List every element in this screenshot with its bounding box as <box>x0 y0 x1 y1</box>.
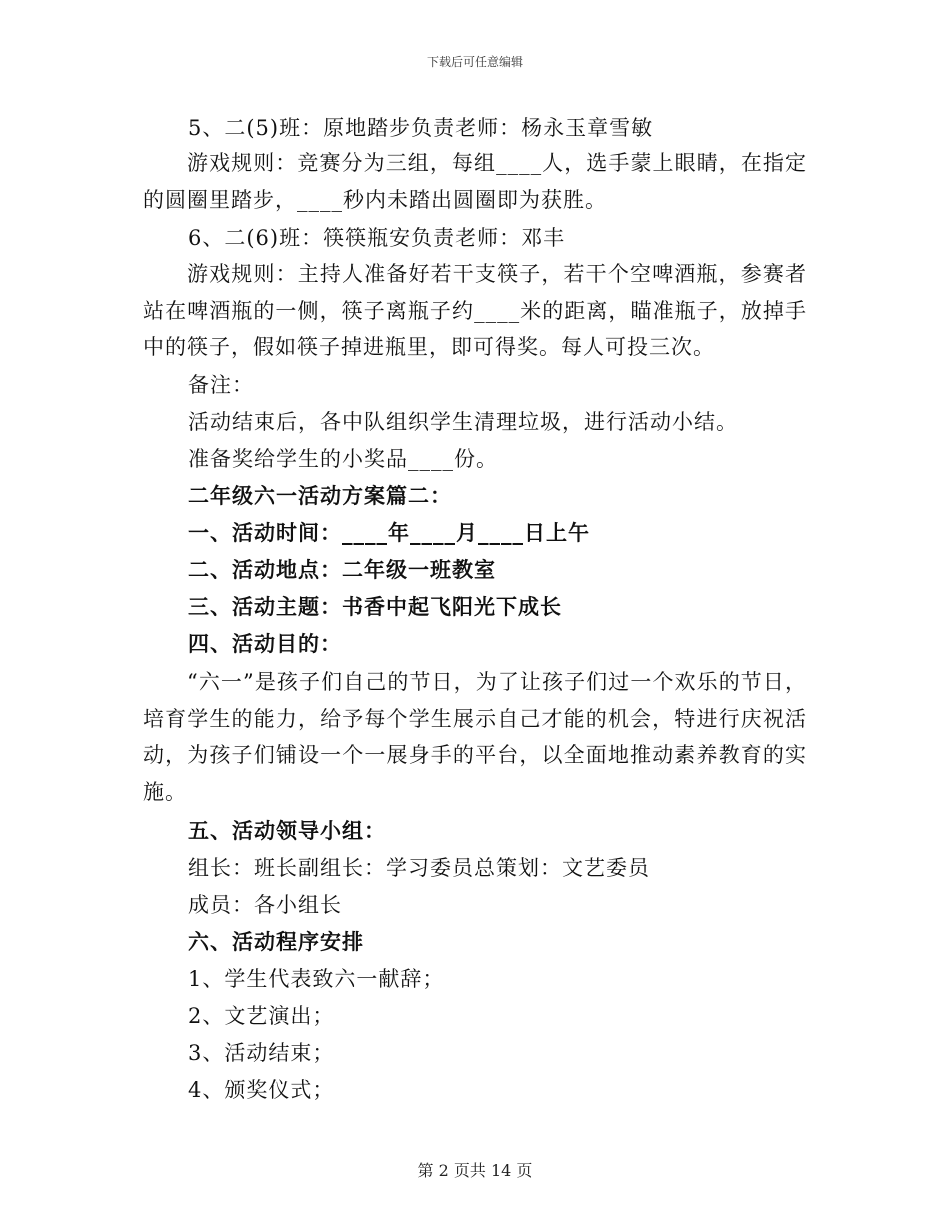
remarks-line-2: 准备奖给学生的小奖品____份。 <box>188 447 498 471</box>
item-5-class-2-5: 5、二(5)班：原地踏步负责老师：杨永玉章雪敏 <box>188 116 654 140</box>
leadership-line-2: 成员：各小组长 <box>188 893 342 917</box>
remarks-label: 备注： <box>188 373 254 397</box>
purpose-paragraph: “六一”是孩子们自己的节日，为了让孩子们过一个欢乐的节日，培育学生的能力，给予每个学生展示自己才能的机会，特进行庆祝活动，为孩子们铺设一个一展身手的平台，以全面地推动素养教育的实施。 <box>143 670 807 805</box>
section-title-part-2: 二年级六一活动方案篇二： <box>188 483 452 508</box>
leadership-line-1: 组长：班长副组长：学习委员总策划：文艺委员 <box>188 856 650 880</box>
page-header: 下载后可任意编辑 <box>426 55 523 69</box>
heading-leadership-group: 五、活动领导小组： <box>188 818 386 843</box>
remarks-line-1: 活动结束后，各中队组织学生清理垃圾，进行活动小结。 <box>188 410 738 434</box>
heading-activity-theme: 三、活动主题：书香中起飞阳光下成长 <box>188 594 562 619</box>
heading-activity-purpose: 四、活动目的： <box>188 631 342 656</box>
page-footer: 第 2 页共 14 页 <box>417 1161 533 1180</box>
schedule-item-2: 2、文艺演出； <box>188 1004 335 1028</box>
heading-activity-location: 二、活动地点：二年级一班教室 <box>188 557 496 582</box>
rule-paragraph-1: 游戏规则：竞赛分为三组，每组____人，选手蒙上眼睛，在指定的圆圈里踏步，____秒内未踏出圆圈即为获胜。 <box>143 151 807 212</box>
heading-program-schedule: 六、活动程序安排 <box>188 929 364 954</box>
heading-activity-time: 一、活动时间：____年____月____日上午 <box>188 520 590 545</box>
item-6-class-2-6: 6、二(6)班：筷筷瓶安负责老师：邓丰 <box>188 226 566 250</box>
schedule-item-1: 1、学生代表致六一献辞； <box>188 967 445 991</box>
schedule-item-3: 3、活动结束； <box>188 1041 335 1065</box>
schedule-item-4: 4、颁奖仪式； <box>188 1078 335 1102</box>
rule-paragraph-2: 游戏规则：主持人准备好若干支筷子，若干个空啤酒瓶，参赛者站在啤酒瓶的一侧，筷子离瓶子约____米的距离，瞄准瓶子，放掉手中的筷子，假如筷子掉进瓶里，即可得奖。每人可投三次。 <box>143 262 807 360</box>
